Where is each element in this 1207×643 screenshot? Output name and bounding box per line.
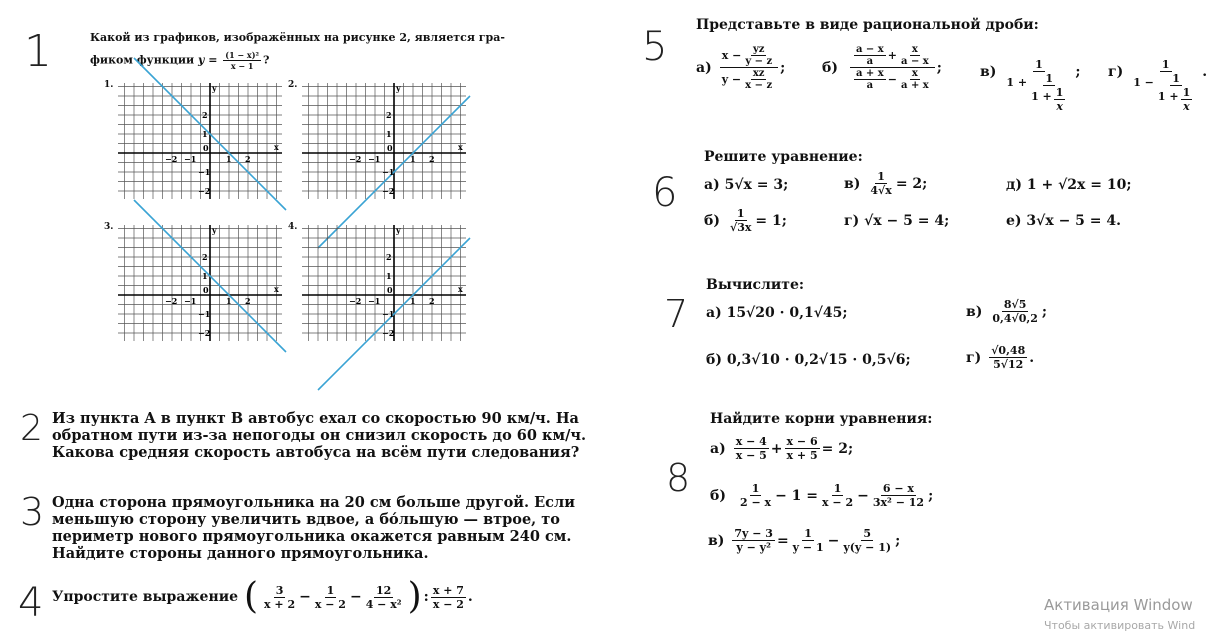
axis-label: x <box>458 284 463 294</box>
task7-g: г) √0,48 5√12 . <box>966 344 1035 371</box>
task1-line2: фиком функции y = $\frac{\text{(1 − x)²}}{x - 1}$ ? <box>90 50 270 71</box>
task8-b: б) 1 2 − x − 1 = $\frac{1}{x - 2}$ − $\frac{6 - x}{\text{3x² − 12}}$ ; <box>710 482 934 509</box>
tick-label: 2 <box>202 110 208 120</box>
tick-label: 1 <box>226 296 232 306</box>
axis-label: y <box>396 225 401 235</box>
tick-label: 0 <box>203 285 209 295</box>
tick-label: −2 <box>165 296 178 306</box>
task8-v: в) $\frac{7y - 3}{\text{y − y²}}$ = $\frac{1}{y - 1}$ − $\frac{5}{y(y - 1)}$ ; <box>708 527 901 554</box>
tick-label: −2 <box>165 154 178 164</box>
handwritten-number-3: 3 <box>20 490 45 534</box>
tick-label: −1 <box>184 154 197 164</box>
tick-label: −1 <box>368 154 381 164</box>
task3-text: Одна сторона прямоугольника на 20 см больше другой. Если меньшую сторону увеличить вдвое, а бо́льшую — втрое, то периметр нового прямоугольника окажется равным 240 см. Найдите стороны данного прямоугольника. <box>52 494 575 562</box>
task5-v: в) 1 1 + 1 1 + $\frac{1}{x}$ ; <box>980 58 1081 113</box>
handwritten-number-1: 1 <box>24 26 52 77</box>
tick-label: −1 <box>382 167 395 177</box>
handwritten-number-5: 5 <box>642 24 668 70</box>
graph-label: 3. <box>104 222 114 232</box>
task6-b: б) $\frac{1}{√3x}$ = 1; <box>704 207 787 234</box>
task1-line1: Какой из графиков, изображённых на рисунке 2, является гра- <box>90 31 505 44</box>
task4-expression: Упростите выражение ( 3 x + 2 − $\frac{1}{x - 2}$ − $\frac{12}{\text{4 − x²}}$ ) : x + 7 x − 2 . <box>52 576 473 617</box>
activation-watermark-subtitle: Чтобы активировать Wind <box>1044 619 1196 632</box>
task4-intro: Упростите выражение <box>52 589 238 605</box>
task5-g: г) 1 1 − 1 1 + $\frac{1}{x}$ . <box>1108 58 1207 113</box>
handwritten-number-4: 4 <box>18 580 44 626</box>
tick-label: −2 <box>198 186 211 196</box>
tick-label: −2 <box>349 154 362 164</box>
graph-label: 4. <box>288 222 298 232</box>
task7-title: Вычислите: <box>706 277 805 293</box>
tick-label: −1 <box>198 167 211 177</box>
tick-label: −1 <box>198 309 211 319</box>
tick-label: 2 <box>429 154 435 164</box>
task7-b: б) 0,3√10 · 0,2√15 · 0,5√6; <box>706 352 911 368</box>
tick-label: −2 <box>349 296 362 306</box>
task5-a: а) x − $\frac{yz}{y - z}$ y − $\frac{xz}{x - z}$ ; <box>696 44 786 91</box>
task7-v: в) 8√5 0,4√0,2 ; <box>966 298 1048 325</box>
axis-label: y <box>396 83 401 93</box>
tick-label: −2 <box>382 328 395 338</box>
task8-a: а) x − 4 x − 5 + $\frac{x - 6}{x + 5}$ = 2; <box>710 435 854 462</box>
tick-label: 2 <box>245 154 251 164</box>
axis-label: x <box>458 142 463 152</box>
handwritten-number-2: 2 <box>20 408 43 449</box>
function-graph <box>302 83 466 199</box>
tick-label: −2 <box>382 186 395 196</box>
axis-label: x <box>274 284 279 294</box>
tick-label: 2 <box>386 252 392 262</box>
tick-label: −1 <box>382 309 395 319</box>
tick-label: −1 <box>184 296 197 306</box>
tick-label: 0 <box>387 285 393 295</box>
tick-label: 1 <box>202 129 208 139</box>
function-graph <box>118 225 282 341</box>
task6-g: г) √x − 5 = 4; <box>844 213 950 229</box>
task6-v: в) $\frac{1}{4√x}$ = 2; <box>844 170 928 197</box>
graph-label: 1. <box>104 80 114 90</box>
axis-label: x <box>274 142 279 152</box>
axis-label: y <box>212 225 217 235</box>
tick-label: 1 <box>410 296 416 306</box>
tick-label: 2 <box>245 296 251 306</box>
tick-label: 2 <box>429 296 435 306</box>
task6-d: д) 1 + √2x = 10; <box>1006 177 1132 193</box>
task8-title: Найдите корни уравнения: <box>710 411 933 427</box>
task5-b: б) a − x a + x a − x a + x a − x a + x ; <box>822 44 942 91</box>
tick-label: 1 <box>202 271 208 281</box>
handwritten-number-6: 6 <box>652 170 678 216</box>
tick-label: 1 <box>226 154 232 164</box>
tick-label: 2 <box>386 110 392 120</box>
tick-label: 1 <box>410 154 416 164</box>
function-graph <box>118 83 282 199</box>
task6-a: а) 5√x = 3; <box>704 177 789 193</box>
tick-label: 0 <box>387 143 393 153</box>
task6-title: Решите уравнение: <box>704 149 863 165</box>
tick-label: 2 <box>202 252 208 262</box>
function-graph <box>302 225 466 341</box>
task7-a: а) 15√20 · 0,1√45; <box>706 305 848 321</box>
handwritten-number-8: 8 <box>666 456 691 500</box>
activation-watermark-title: Активация Window <box>1044 596 1193 614</box>
axis-label: y <box>212 83 217 93</box>
tick-label: −2 <box>198 328 211 338</box>
tick-label: 1 <box>386 129 392 139</box>
task5-title: Представьте в виде рациональной дроби: <box>696 17 1039 33</box>
tick-label: −1 <box>368 296 381 306</box>
task2-text: Из пункта A в пункт B автобус ехал со скоростью 90 км/ч. На обратном пути из-за непогоды он снизил скорость до 60 км/ч. Какова средняя скорость автобуса на всём пути следования? <box>52 410 587 461</box>
handwritten-number-7: 7 <box>664 292 689 336</box>
tick-label: 0 <box>203 143 209 153</box>
task6-e: е) 3√x − 5 = 4. <box>1006 213 1122 229</box>
tick-label: 1 <box>386 271 392 281</box>
graph-label: 2. <box>288 80 298 90</box>
